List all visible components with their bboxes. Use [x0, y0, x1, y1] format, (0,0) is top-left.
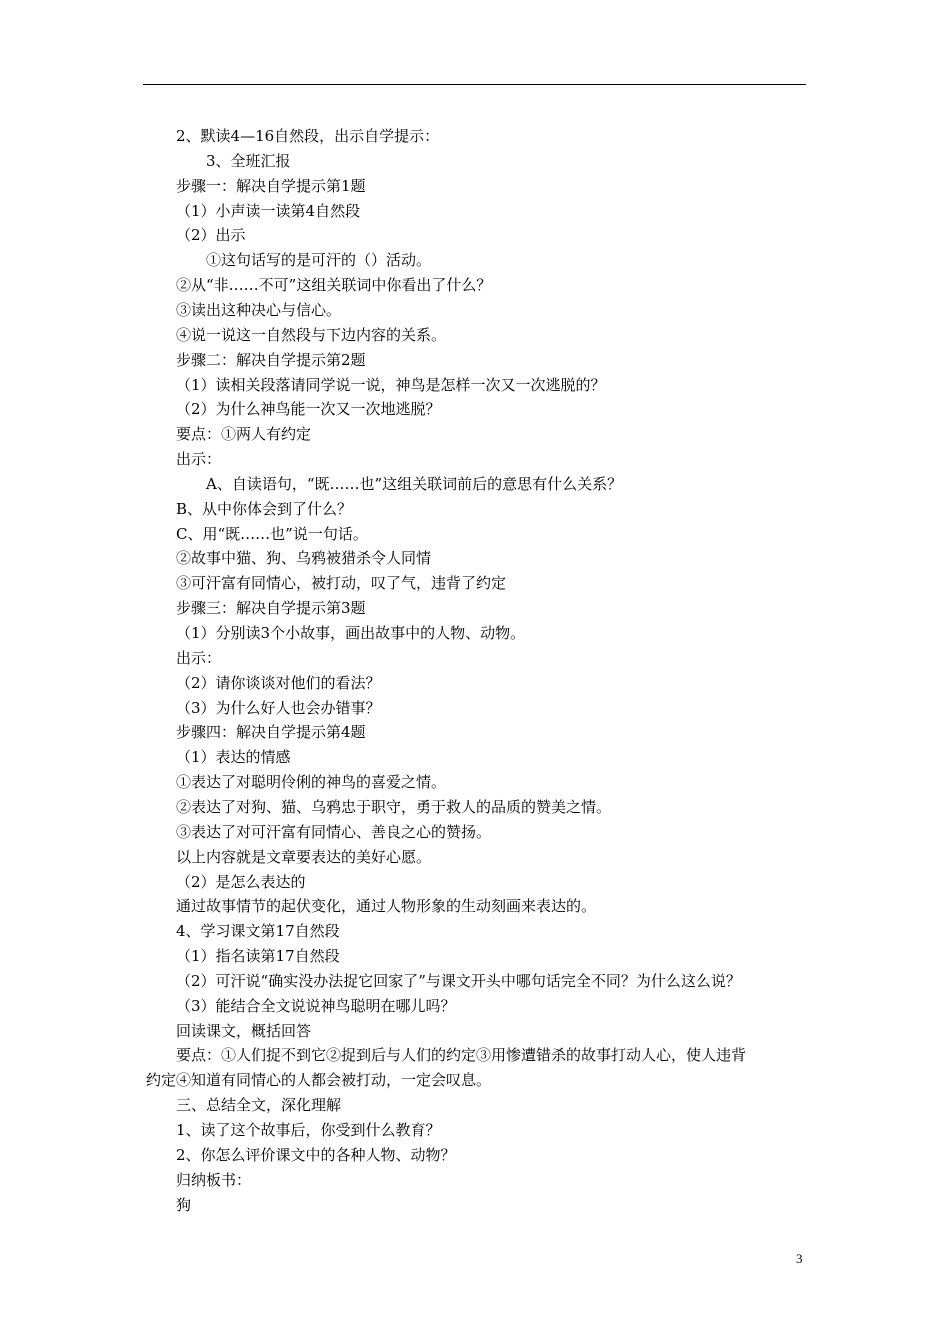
text-line: （2）请你谈谈对他们的看法？	[176, 673, 381, 692]
text-line: （1）指名读第17自然段	[176, 947, 340, 966]
text-line: 以上内容就是文章要表达的美好心愿。	[176, 847, 432, 866]
text-line: （2）可汗说“确实没办法捉它回家了”与课文开头中哪句话完全不同？为什么这么说？	[176, 971, 741, 990]
text-line: （2）是怎么表达的	[176, 872, 306, 891]
text-line: 归纳板书：	[176, 1170, 252, 1189]
text-line: B、从中你体会到了什么？	[176, 499, 353, 518]
text-line: ①表达了对聪明伶俐的神鸟的喜爱之情。	[176, 773, 447, 792]
text-line: 狗	[176, 1195, 192, 1214]
text-line: 出示：	[176, 450, 222, 469]
text-line: 要点：①人们捉不到它②捉到后与人们的约定③用惨遭错杀的故事打动人心，使人违背	[176, 1046, 747, 1065]
text-line: 步骤一：解决自学提示第1题	[176, 176, 366, 195]
text-line: ②故事中猫、狗、乌鸦被猎杀令人同情	[176, 549, 432, 568]
text-line: ②从“非……不可”这组关联词中你看出了什么？	[176, 276, 492, 295]
text-line: 2、默读4—16自然段，出示自学提示：	[176, 127, 440, 145]
text-line: ③表达了对可汗富有同情心、善良之心的赞扬。	[176, 822, 492, 841]
text-line: 4、学习课文第17自然段	[176, 922, 340, 941]
text-line: ④说一说这一自然段与下边内容的关系。	[176, 325, 447, 344]
header-rule	[143, 84, 806, 85]
text-line: 2、你怎么评价课文中的各种人物、动物？	[176, 1145, 456, 1164]
text-line: （1）读相关段落请同学说一说，神鸟是怎样一次又一次逃脱的？	[176, 375, 606, 394]
text-line: 1、读了这个故事后，你受到什么教育？	[176, 1121, 441, 1139]
text-line: （2）出示	[176, 226, 246, 245]
text-line: （1）表达的情感	[176, 748, 291, 767]
text-line: （3）为什么好人也会办错事？	[176, 698, 381, 717]
text-line: 约定④知道有同情心的人都会被打动，一定会叹息。	[146, 1071, 492, 1090]
text-line: ③可汗富有同情心，被打动，叹了气，违背了约定	[176, 574, 507, 593]
text-line: ①这句话写的是可汗的（）活动。	[206, 251, 432, 270]
text-line: （2）为什么神鸟能一次又一次地逃脱？	[176, 400, 441, 419]
text-line: 出示：	[176, 648, 222, 667]
text-line: 回读课文，概括回答	[176, 1021, 312, 1040]
text-line: 通过故事情节的起伏变化，通过人物形象的生动刻画来表达的。	[176, 897, 597, 916]
text-line: 要点：①两人有约定	[176, 425, 312, 444]
text-line: ②表达了对狗、猫、乌鸦忠于职守，勇于救人的品质的赞美之情。	[176, 797, 612, 816]
text-line: 3、全班汇报	[206, 151, 291, 170]
text-line: （1）分别读3个小故事，画出故事中的人物、动物。	[176, 624, 526, 642]
text-line: A、自读语句，“既……也”这组关联词前后的意思有什么关系？	[206, 474, 623, 493]
text-line: 步骤四：解决自学提示第4题	[176, 723, 366, 742]
text-line: 步骤三：解决自学提示第3题	[176, 599, 366, 618]
text-line: （3）能结合全文说说神鸟聪明在哪儿吗？	[176, 996, 456, 1015]
text-line: （1）小声读一读第4自然段	[176, 201, 361, 220]
text-line: ③读出这种决心与信心。	[176, 300, 342, 319]
page-number: 3	[796, 1251, 803, 1266]
text-line: 步骤二：解决自学提示第2题	[176, 350, 366, 369]
text-line: C、用“既……也”说一句话。	[176, 524, 368, 543]
text-line: 三、总结全文，深化理解	[176, 1096, 342, 1115]
